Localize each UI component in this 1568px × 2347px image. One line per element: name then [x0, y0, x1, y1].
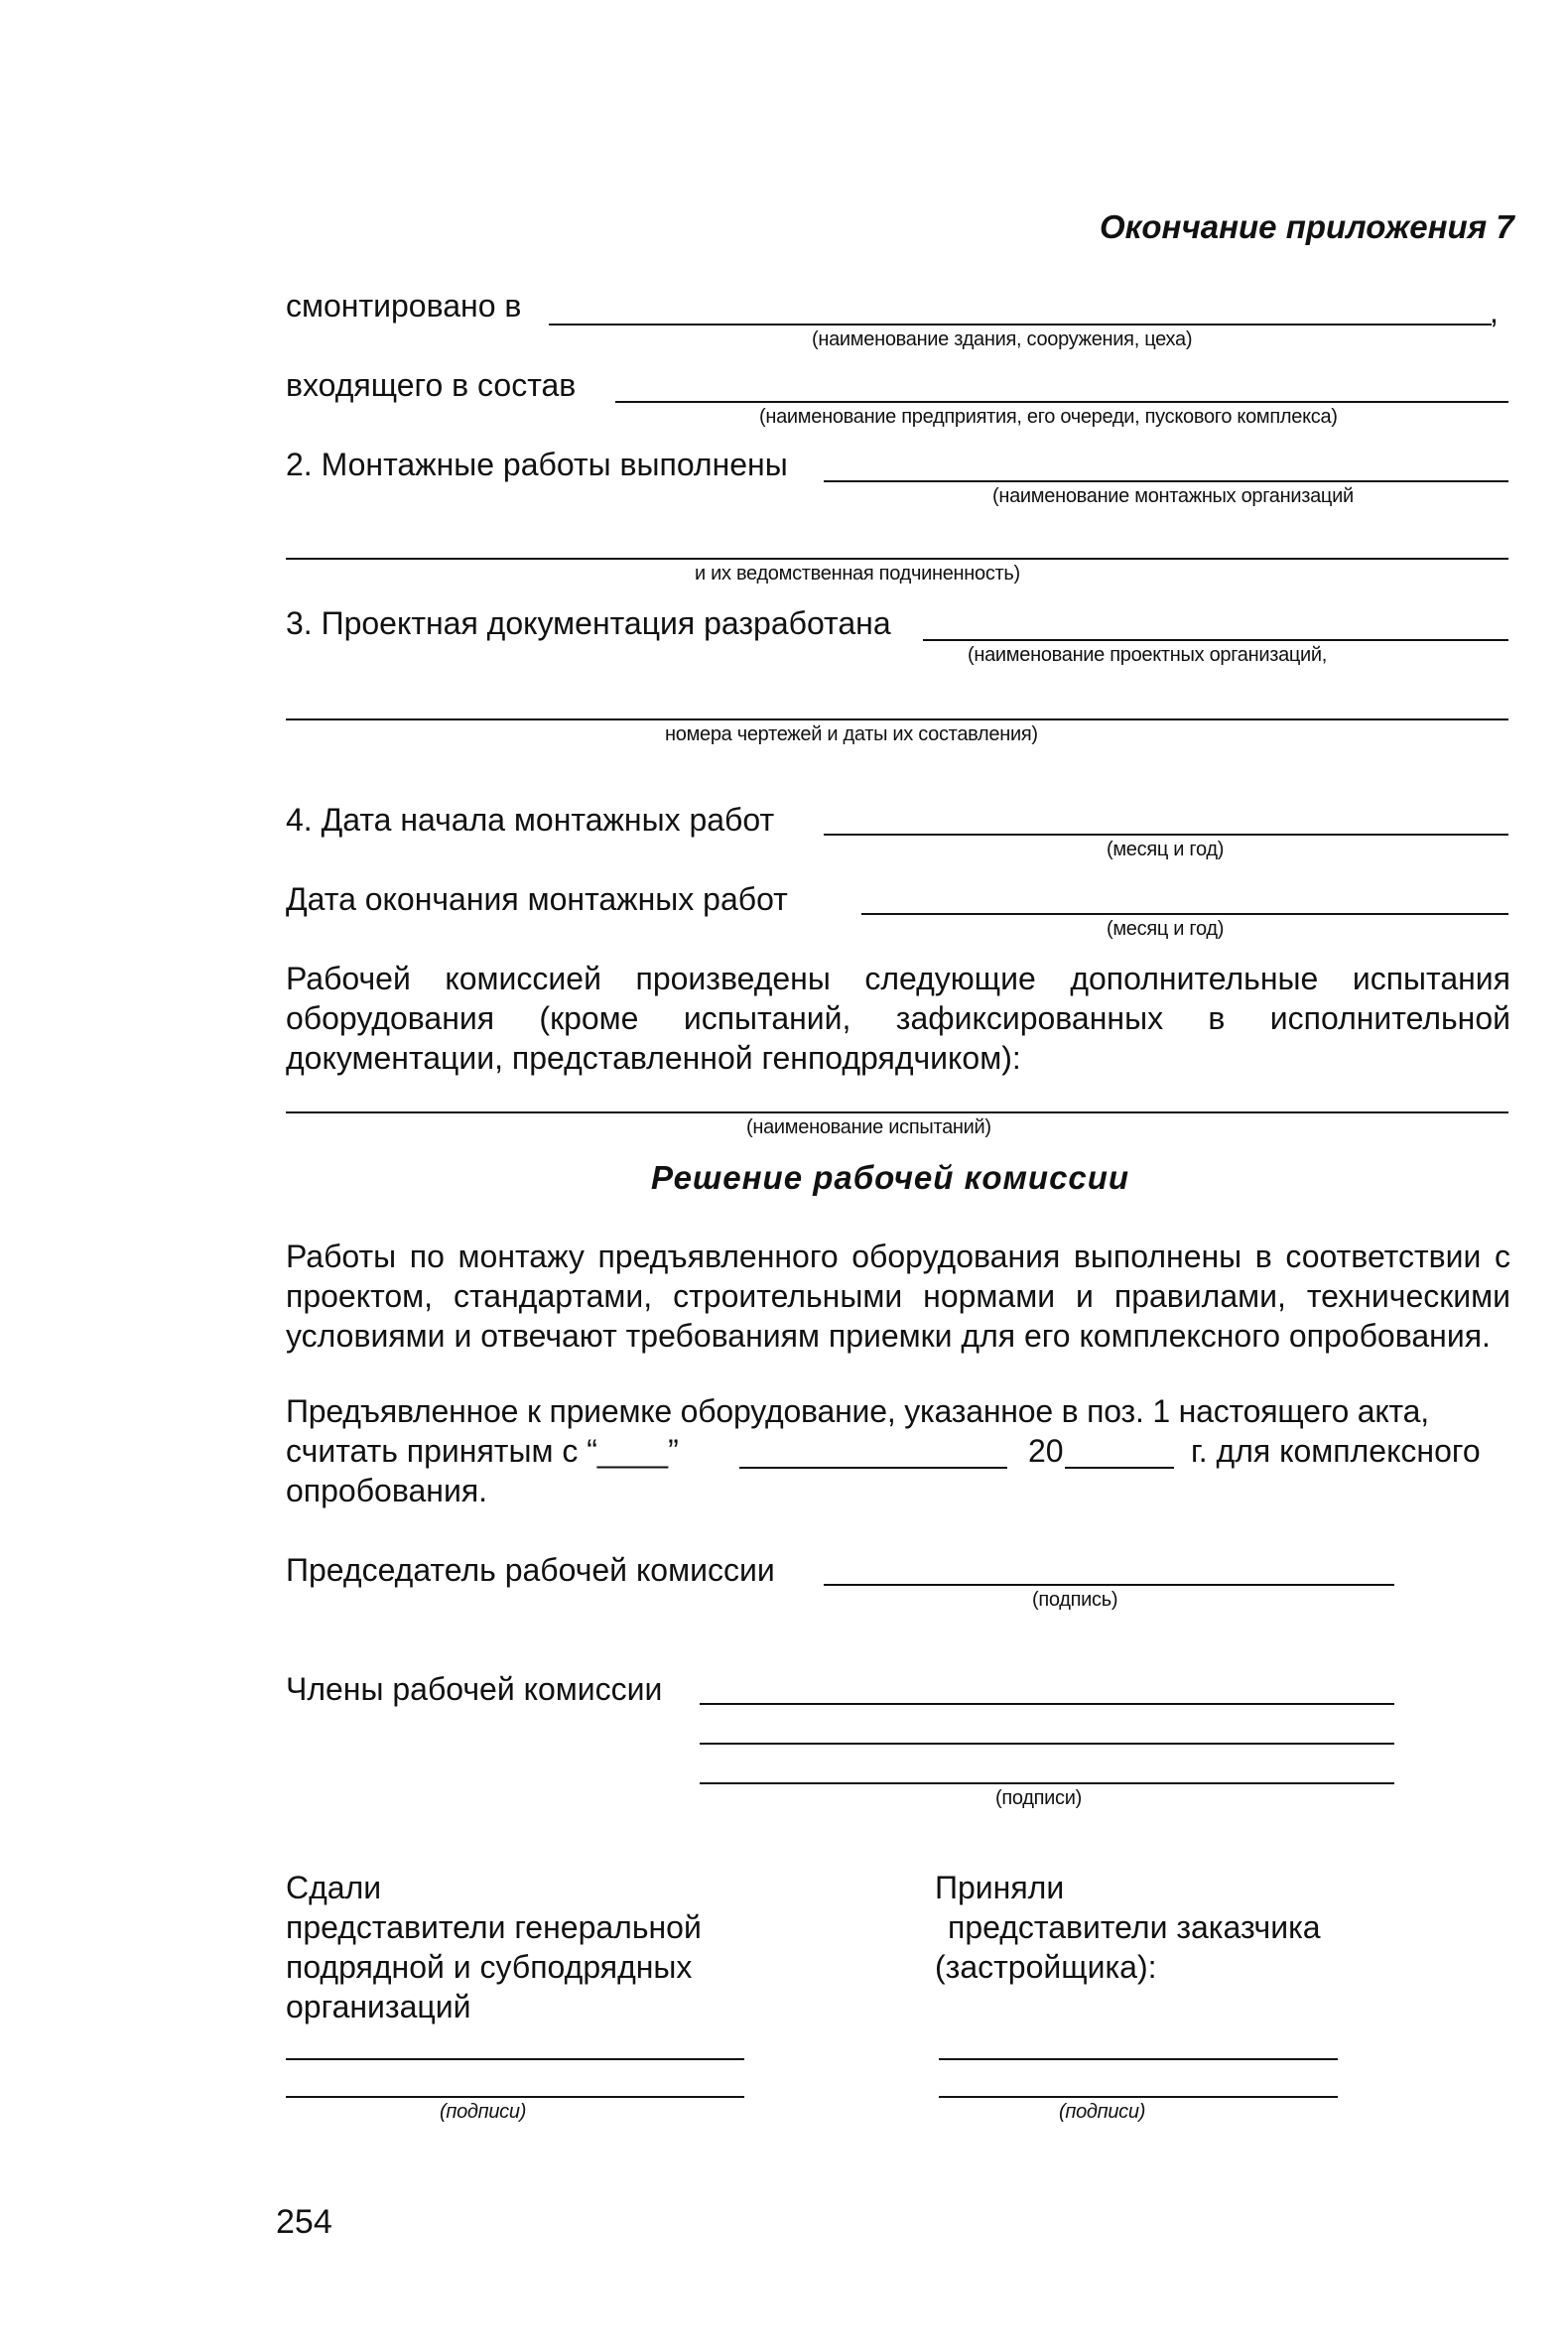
page-header: Окончание приложения 7	[1100, 208, 1514, 245]
item2-label: 2. Монтажные работы выполнены	[286, 447, 788, 482]
part-of-line	[615, 401, 1508, 403]
received-sign-line1	[939, 2058, 1338, 2060]
page-number: 254	[276, 2203, 332, 2241]
item4-label: 4. Дата начала монтажных работ	[286, 802, 775, 838]
handed-over-sign-line2	[286, 2096, 744, 2098]
item3-caption2: номера чертежей и даты их составления)	[665, 723, 1038, 745]
year-suffix: г. для комплексного	[1191, 1433, 1481, 1469]
handed-over-title: Сдали	[286, 1870, 382, 1905]
decision-heading: Решение рабочей комиссии	[651, 1159, 1130, 1196]
received-sign-line2	[939, 2096, 1338, 2098]
end-date-caption: (месяц и год)	[1107, 918, 1225, 940]
members-line2	[700, 1743, 1394, 1745]
received-title: Приняли	[935, 1870, 1065, 1905]
year-prefix: 20	[1028, 1433, 1064, 1469]
item2-caption2: и их ведомственная подчиненность)	[695, 563, 1020, 585]
end-date-line	[861, 913, 1508, 915]
handed-over-line1: представители генеральной	[286, 1909, 702, 1945]
mounted-caption: (наименование здания, сооружения, цеха)	[812, 328, 1193, 350]
part-of-caption: (наименование предприятия, его очереди, пускового комплекса)	[759, 406, 1338, 428]
part-of-label: входящего в состав	[286, 367, 577, 403]
handed-over-caption: (подписи)	[440, 2101, 527, 2123]
item3-line	[923, 639, 1508, 641]
decision-paragraph: Работы по монтажу предъявленного оборудования выполнены в соответствии с проектом, стандартами, строительными нормами и правилами, техническими условиями и отвечают требованиям приемки для его комплексного опробования.	[286, 1239, 1510, 1354]
item2-line2	[286, 558, 1508, 560]
members-label: Члены рабочей комиссии	[286, 1671, 663, 1707]
received-caption: (подписи)	[1059, 2101, 1146, 2123]
accepted-from: считать принятым с “____”	[286, 1433, 679, 1469]
tests-line	[286, 1111, 1508, 1113]
tests-caption: (наименование испытаний)	[746, 1116, 991, 1138]
chairman-line	[824, 1584, 1394, 1586]
item3-caption1: (наименование проектных организаций,	[968, 644, 1328, 666]
item3-line2	[286, 718, 1508, 720]
handed-over-line2: подрядной и субподрядных	[286, 1949, 693, 1985]
acceptance-line3: опробования.	[286, 1473, 488, 1508]
comma: ,	[1490, 294, 1499, 329]
members-line1	[700, 1703, 1394, 1705]
handed-over-line3: организаций	[286, 1989, 471, 2024]
item4-line	[824, 834, 1508, 836]
chairman-caption: (подпись)	[1032, 1589, 1118, 1611]
item4-caption: (месяц и год)	[1107, 839, 1225, 860]
received-line2: (застройщика):	[935, 1949, 1157, 1985]
mounted-line	[549, 324, 1492, 326]
item2-caption1: (наименование монтажных организаций	[992, 485, 1354, 507]
handed-over-sign-line1	[286, 2058, 744, 2060]
mounted-label: смонтировано в	[286, 288, 522, 324]
received-line1: представители заказчика	[948, 1909, 1321, 1945]
item3-label: 3. Проектная документация разработана	[286, 605, 891, 641]
acceptance-line1: Предъявленное к приемке оборудование, указанное в поз. 1 настоящего акта,	[286, 1393, 1429, 1429]
members-line3	[700, 1782, 1394, 1784]
end-date-label: Дата окончания монтажных работ	[286, 881, 788, 917]
tests-paragraph: Рабочей комиссией произведены следующие дополнительные испытания оборудования (кроме испытаний, зафиксированных в исполнительной документации, представленной генподрядчиком):	[286, 961, 1510, 1076]
chairman-label: Председатель рабочей комиссии	[286, 1552, 775, 1588]
item2-line	[824, 480, 1508, 482]
members-caption: (подписи)	[995, 1787, 1082, 1809]
accepted-month-line	[739, 1467, 1007, 1469]
year-line	[1065, 1467, 1174, 1469]
